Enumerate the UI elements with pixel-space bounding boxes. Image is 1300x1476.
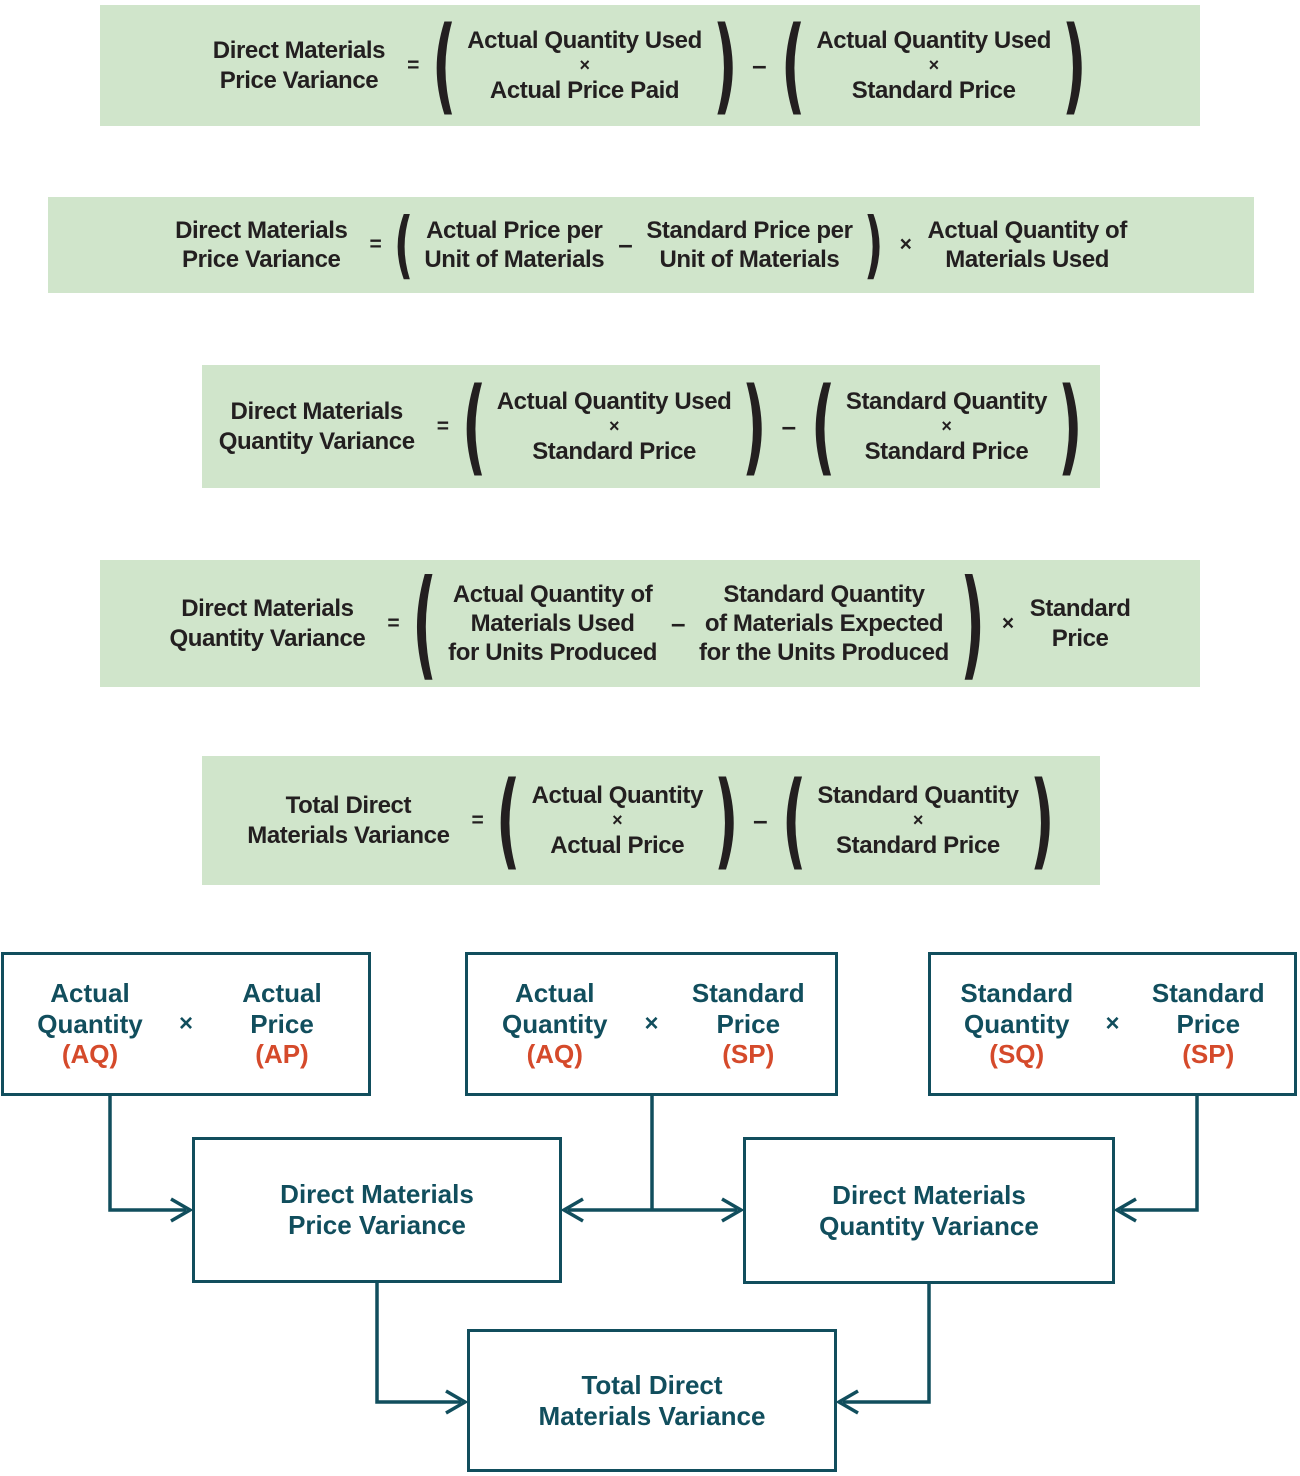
- stack-line: Standard Quantity: [845, 387, 1048, 415]
- multiply-sign: ×: [1105, 1009, 1120, 1037]
- multiply-sign: ×: [1001, 611, 1014, 635]
- label-line: Quantity Variance: [218, 427, 415, 455]
- stack-line: Standard Price: [836, 831, 1000, 859]
- abbr-aq: (AQ): [526, 1039, 583, 1070]
- stack-line: Unit of Materials: [659, 246, 840, 273]
- multiply-sign: ×: [928, 55, 939, 76]
- flowchart-box-price-variance: [192, 1137, 562, 1283]
- flowchart-box-sq-sp: [928, 952, 1297, 1096]
- factor-stack: [817, 781, 1018, 860]
- open-paren: (: [412, 554, 437, 693]
- title-line: Price Variance: [288, 1210, 466, 1240]
- label-line: Direct Materials: [175, 216, 348, 244]
- factor-line: Actual: [242, 977, 322, 1008]
- equals-sign: =: [387, 611, 400, 635]
- open-paren: (: [461, 365, 486, 487]
- equation-label: [219, 397, 415, 456]
- title-line: Quantity Variance: [819, 1210, 1039, 1241]
- factor-line: Standard: [960, 977, 1074, 1008]
- factor-standard-price: [1135, 978, 1283, 1070]
- multiply-sign: ×: [609, 416, 620, 437]
- stack-line: Standard: [1029, 595, 1131, 623]
- flowchart-box-aq-sp: [465, 952, 838, 1096]
- stack-line: Actual Quantity of: [927, 216, 1127, 244]
- equation-label: [247, 791, 449, 850]
- close-paren: ): [1058, 365, 1083, 487]
- box-title: [819, 1180, 1039, 1241]
- multiply-sign: ×: [644, 1009, 659, 1037]
- abbr-sp: (SP): [1182, 1039, 1235, 1070]
- factor-line: Price: [1176, 1008, 1241, 1039]
- flowchart-box-total-variance: [467, 1329, 837, 1472]
- factor-actual-price: [208, 978, 356, 1070]
- label-line: Direct Materials: [212, 37, 386, 65]
- connector-line: [377, 1283, 461, 1402]
- stack-line: Actual Quantity Used: [496, 387, 732, 415]
- equation-label: [175, 216, 347, 275]
- equals-sign: =: [407, 53, 420, 77]
- multiply-sign: ×: [178, 1009, 193, 1037]
- minus-sign: –: [670, 607, 686, 638]
- factor-stack: [927, 216, 1126, 275]
- stack-line: Actual Quantity of: [452, 580, 653, 608]
- open-paren: (: [432, 4, 457, 126]
- open-paren: (: [782, 759, 807, 881]
- stack-line: Actual Price per: [426, 216, 603, 244]
- factor-actual-quantity: [16, 978, 164, 1070]
- stack-line: Standard Price: [864, 437, 1029, 465]
- title-line: Total Direct: [581, 1369, 723, 1400]
- minus-sign: –: [752, 49, 767, 80]
- equation-label: [169, 594, 365, 653]
- stack-line: Standard Price per: [646, 216, 853, 244]
- minus-sign: –: [618, 229, 633, 260]
- factor-stack: [424, 216, 604, 275]
- label-line: Direct Materials: [230, 398, 403, 426]
- equation-price-variance-2: [48, 197, 1254, 293]
- factor-standard-price: [674, 978, 824, 1070]
- box-title: [280, 1179, 474, 1240]
- equals-sign: =: [436, 414, 449, 438]
- minus-sign: –: [753, 804, 768, 835]
- factor-stack: [532, 781, 703, 860]
- title-line: Direct Materials: [832, 1179, 1026, 1210]
- factor-stack: [1030, 594, 1131, 653]
- label-line: Quantity Variance: [169, 624, 366, 652]
- abbr-sp: (SP): [722, 1039, 775, 1070]
- connector-line: [110, 1096, 186, 1210]
- factor-line: Price: [250, 1008, 314, 1039]
- title-line: Materials Variance: [538, 1400, 766, 1431]
- multiply-sign: ×: [899, 233, 912, 257]
- connector-line: [843, 1284, 929, 1402]
- stack-line: Unit of Materials: [424, 246, 605, 273]
- close-paren: ): [713, 4, 737, 126]
- multiply-sign: ×: [579, 55, 590, 76]
- stack-line: Standard Price: [851, 76, 1016, 104]
- factor-stack: [846, 387, 1047, 466]
- minus-sign: –: [781, 410, 796, 441]
- stack-line: Actual Quantity: [531, 781, 703, 809]
- equation-label: [213, 36, 385, 95]
- label-line: Price Variance: [219, 66, 379, 94]
- multiply-sign: ×: [912, 810, 923, 831]
- equation-price-variance-1: [100, 5, 1200, 126]
- flowchart-box-aq-ap: [1, 952, 371, 1096]
- open-paren: (: [810, 365, 835, 487]
- arrowhead-icon: [564, 1199, 583, 1221]
- label-line: Price Variance: [181, 246, 341, 273]
- equals-sign: =: [369, 233, 382, 257]
- open-paren: (: [781, 4, 806, 126]
- factor-stack: [646, 216, 852, 275]
- title-line: Direct Materials: [280, 1179, 474, 1210]
- multiply-sign: ×: [941, 416, 952, 437]
- flowchart-box-quantity-variance: [743, 1137, 1115, 1284]
- arrowhead-icon: [839, 1391, 858, 1413]
- factor-line: Standard: [1151, 977, 1265, 1008]
- label-line: Materials Variance: [247, 821, 450, 849]
- stack-line: for Units Produced: [448, 639, 657, 667]
- factor-stack: [816, 26, 1051, 105]
- stack-line: Standard Quantity: [723, 580, 925, 608]
- stack-line: Price: [1051, 624, 1109, 652]
- factor-line: Quantity: [964, 1008, 1070, 1039]
- equation-quantity-variance-2: [100, 554, 1200, 693]
- equation-total-variance: [202, 756, 1100, 885]
- label-line: Direct Materials: [181, 595, 354, 623]
- stack-line: Actual Quantity Used: [816, 26, 1052, 54]
- stack-line: Actual Quantity Used: [467, 26, 702, 54]
- arrowhead-icon: [171, 1199, 190, 1221]
- label-line: Total Direct: [285, 792, 412, 820]
- stack-line: Materials Used: [945, 246, 1110, 273]
- arrowhead-icon: [722, 1199, 741, 1221]
- factor-actual-quantity: [480, 978, 630, 1070]
- close-paren: ): [960, 554, 985, 693]
- box-title: [539, 1370, 766, 1431]
- stack-line: Standard Price: [532, 437, 696, 465]
- factor-stack: [448, 580, 657, 668]
- stack-line: of Materials Expected: [704, 609, 944, 637]
- multiply-sign: ×: [612, 810, 623, 831]
- close-paren: ): [742, 365, 767, 487]
- factor-stack: [497, 387, 732, 466]
- stack-line: Actual Price: [550, 831, 685, 859]
- factor-line: Actual: [515, 977, 595, 1008]
- close-paren: ): [863, 202, 883, 288]
- stack-line: Actual Price Paid: [489, 76, 680, 104]
- factor-stack: [467, 26, 702, 105]
- open-paren: (: [496, 759, 521, 881]
- arrowhead-icon: [1117, 1199, 1136, 1221]
- open-paren: (: [394, 202, 414, 288]
- factor-line: Price: [716, 1008, 781, 1039]
- connector-line: [1121, 1096, 1197, 1210]
- abbr-ap: (AP): [255, 1039, 309, 1070]
- close-paren: ): [1029, 759, 1054, 881]
- stack-line: Standard Quantity: [817, 781, 1019, 809]
- factor-standard-quantity: [943, 978, 1091, 1070]
- arrowhead-icon: [446, 1391, 465, 1413]
- stack-line: Materials Used: [470, 609, 635, 637]
- equals-sign: =: [471, 808, 484, 832]
- abbr-aq: (AQ): [61, 1039, 119, 1070]
- factor-line: Quantity: [37, 1008, 143, 1039]
- factor-line: Quantity: [502, 1008, 608, 1039]
- close-paren: ): [1062, 4, 1087, 126]
- close-paren: ): [714, 759, 738, 881]
- factor-stack: [699, 580, 949, 668]
- factor-line: Actual: [50, 977, 130, 1008]
- abbr-sq: (SQ): [989, 1039, 1045, 1070]
- stack-line: for the Units Produced: [699, 639, 949, 667]
- equation-quantity-variance-1: [202, 365, 1100, 488]
- factor-line: Standard: [691, 977, 805, 1008]
